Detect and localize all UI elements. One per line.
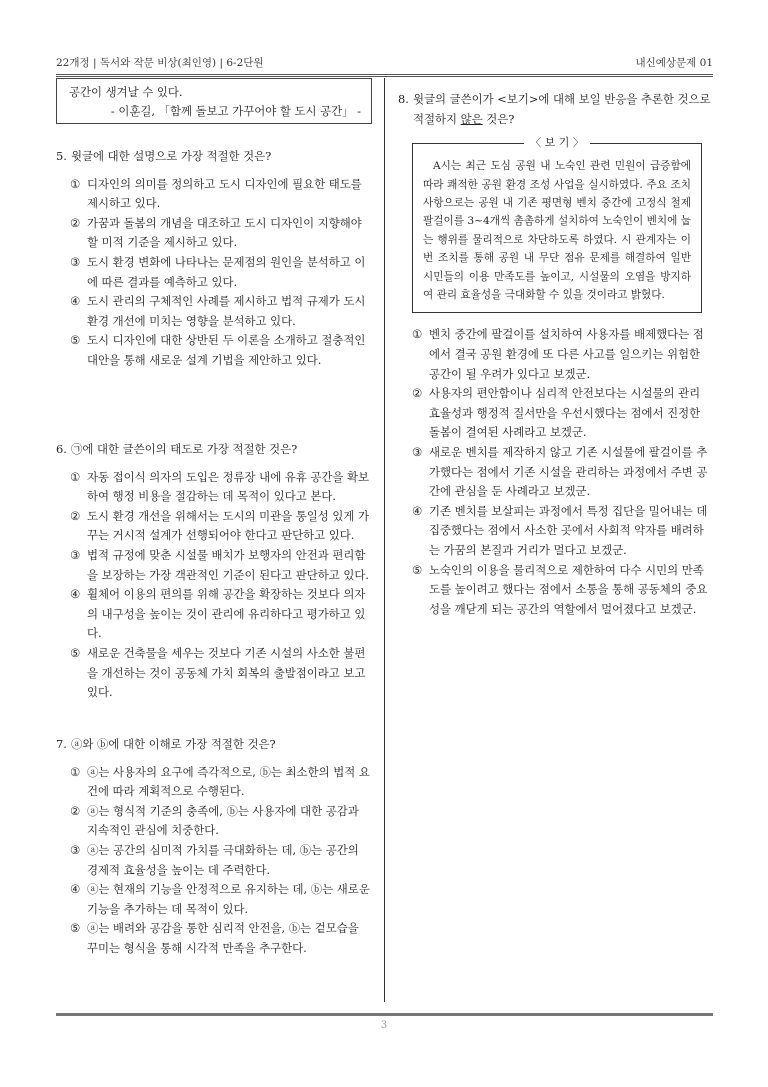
question-text-emphasis: 않은	[460, 111, 483, 126]
question-stem	[56, 440, 372, 460]
option-mark: ③	[70, 842, 81, 857]
option-mark: ①	[70, 176, 81, 191]
option-mark: ⑤	[70, 921, 81, 936]
passage-source: - 이훈길, 「함께 돌보고 가꾸어야 할 도시 공간」 -	[110, 104, 361, 118]
option-4[interactable]	[70, 292, 372, 331]
option-mark: ①	[412, 327, 423, 342]
question-stem	[56, 735, 372, 755]
bogi-title-text: 〈 보 기 〉	[524, 136, 590, 149]
option-4[interactable]	[70, 880, 372, 919]
option-3[interactable]	[70, 253, 372, 292]
question-stem	[56, 147, 372, 167]
question-8	[398, 90, 714, 619]
question-number: 5.	[56, 149, 67, 163]
option-mark: ②	[412, 386, 423, 401]
option-mark: ④	[70, 294, 81, 309]
option-1[interactable]	[412, 325, 714, 384]
passage-last-line: 공간이 생겨날 수 있다.	[69, 85, 183, 99]
option-2[interactable]	[70, 214, 372, 253]
page-header	[56, 52, 713, 72]
option-mark: ①	[70, 764, 81, 779]
option-mark: ④	[70, 882, 81, 897]
option-mark: ⑤	[70, 333, 81, 348]
question-number: 7.	[56, 737, 67, 751]
question-text-part: 것은?	[482, 111, 515, 126]
question-text: ㉠에 대한 글쓴이의 태도로 가장 적절한 것은?	[71, 442, 298, 456]
option-text: ⓐ는 공간의 심미적 가치를 극대화하는 데, ⓑ는 공간의 경제적 효율성을 높이는 데 주력한다.	[87, 842, 359, 877]
bogi-text: A시는 최근 도심 공원 내 노숙인 관련 민원이 급증함에 따라 쾌적한 공원 환경 조성 사업을 실시하였다. 주요 조치 사항으로는 공원 내 기존 평면형 벤치 중간에 고정식 철제 팔걸이를 3~4개씩 촘촘하게 설치하여 노숙인이 벤치에 눕는 행위를 물리적으로 차단하도록 하였다. 시 관계자는 이번 조치를 통해 공원 내 무단 점유 문제를 해결하여 일반 시민들의 이용 만족도를 높이고, 시설물의 오염을 방지하여 관리 효율성을 극대화할 수 있을 것이라고 밝혔다.	[423, 160, 691, 302]
option-text: ⓐ는 배려와 공감을 통한 심리적 안전을, ⓑ는 겉모습을 꾸미는 형식을 통해 시각적 만족을 추구한다.	[87, 921, 359, 955]
option-2[interactable]	[70, 507, 372, 546]
option-text: 도시 환경 변화에 나타나는 문제점의 원인을 분석하고 이에 따른 결과를 예측하고 있다.	[87, 254, 366, 289]
option-mark: ⑤	[412, 562, 423, 577]
option-text: 기존 벤치를 보살피는 과정에서 특정 집단을 밀어내는 데 집중했다는 점에서 사소한 곳에서 사회적 약자를 배려하는 가꿈의 본질과 거리가 멀다고 보겠군.	[429, 503, 708, 557]
header-rule	[56, 74, 713, 77]
option-text: 가꿈과 돌봄의 개념을 대조하고 도시 디자인이 지향해야 할 미적 기준을 제시하고 있다.	[87, 215, 362, 250]
question-text	[413, 90, 714, 129]
question-number: 8.	[398, 92, 409, 106]
question-text: 윗글에 대한 설명으로 가장 적절한 것은?	[71, 149, 272, 163]
question-7	[56, 735, 372, 959]
options-list	[56, 468, 372, 703]
option-5[interactable]	[412, 561, 714, 620]
question-text-part: 윗글의 글쓴이가 <보기>에 대해 보일 반응을 추론한 것으로 적절하지	[413, 92, 711, 126]
header-exam-title: 내신예상문제 01	[635, 56, 713, 69]
bogi-title	[413, 135, 701, 151]
option-mark: ①	[70, 469, 81, 484]
question-5	[56, 147, 372, 371]
option-mark: ③	[412, 445, 423, 459]
option-mark: ④	[70, 587, 81, 602]
option-mark: ③	[70, 547, 81, 562]
option-text: 도시 디자인에 대한 상반된 두 이론을 소개하고 절충적인 대안을 통해 새로운 설계 기법을 제안하고 있다.	[87, 333, 366, 367]
option-3[interactable]	[70, 546, 372, 585]
option-4[interactable]	[412, 502, 714, 561]
option-text: 자동 접이식 의자의 도입은 정류장 내에 유휴 공간을 확보하여 행정 비용을 절감하는 데 목적이 있다고 본다.	[87, 469, 370, 504]
column-divider	[384, 78, 385, 1002]
options-list	[398, 325, 714, 619]
option-mark: ④	[412, 503, 423, 518]
option-text: 법적 규정에 맞춘 시설물 배치가 보행자의 안전과 편리함을 보장하는 가장 객관적인 기준이 된다고 판단하고 있다.	[87, 547, 370, 582]
option-text: 벤치 중간에 팔걸이를 설치하여 사용자를 배제했다는 점에서 결국 공원 환경에 또 다른 사고를 일으키는 위험한 공간이 될 우려가 있다고 보겠군.	[429, 327, 704, 381]
passage-continuation-box	[56, 78, 372, 124]
question-6	[56, 440, 372, 703]
option-mark: ②	[70, 803, 81, 818]
option-mark: ②	[70, 508, 81, 523]
option-text: 도시 관리의 구체적인 사례를 제시하고 법적 규제가 도시 환경 개선에 미치는 영향을 분석하고 있다.	[87, 294, 366, 328]
header-course-info: 22개정 | 독서와 작문 비상(최인영) | 6-2단원	[56, 56, 264, 69]
option-text: 휠체어 이용의 편의를 위해 공간을 확장하는 것보다 의자의 내구성을 높이는 것이 관리에 유리하다고 평가하고 있다.	[87, 587, 366, 641]
option-text: ⓐ는 사용자의 요구에 즉각적으로, ⓑ는 최소한의 법적 요건에 따라 계획적으로 수행된다.	[87, 764, 370, 799]
question-stem	[398, 90, 714, 129]
option-5[interactable]	[70, 644, 372, 703]
option-5[interactable]	[70, 331, 372, 370]
option-5[interactable]	[70, 919, 372, 958]
option-3[interactable]	[70, 841, 372, 880]
options-list	[56, 763, 372, 959]
page-number: 3	[380, 1020, 388, 1031]
question-number: 6.	[56, 442, 67, 456]
bogi-box	[412, 136, 702, 313]
footer-rule	[56, 1013, 713, 1016]
option-text: 새로운 건축물을 세우는 것보다 기존 시설의 사소한 불편을 개선하는 것이 공동체 가치 회복의 출발점이라고 보고 있다.	[87, 645, 366, 700]
option-mark: ⑤	[70, 645, 81, 660]
option-text: 도시 환경 개선을 위해서는 도시의 미관을 통일성 있게 가꾸는 거시적 설계가 선행되어야 한다고 판단하고 있다.	[87, 508, 370, 543]
option-1[interactable]	[70, 468, 372, 507]
option-2[interactable]	[70, 802, 372, 841]
option-4[interactable]	[70, 585, 372, 644]
option-text: 노숙인의 이용을 물리적으로 제한하여 다수 시민의 만족도를 높이려고 했다는 점에서 소통을 통해 공동체의 중요성을 깨닫게 되는 공간의 역할에서 멀어졌다고 보겠군.	[429, 562, 708, 616]
question-text: ⓐ와 ⓑ에 대한 이해로 가장 적절한 것은?	[71, 737, 276, 751]
option-mark: ②	[70, 215, 81, 230]
option-text: 새로운 벤치를 제작하지 않고 기존 시설물에 팔걸이를 추가했다는 점에서 기존 시설을 관리하는 과정에서 주변 공간에 관심을 둔 사례라고 보겠군.	[429, 445, 708, 499]
option-3[interactable]	[412, 443, 714, 502]
option-text: ⓐ는 현재의 기능을 안정적으로 유지하는 데, ⓑ는 새로운 기능을 추가하는 데 목적이 있다.	[87, 882, 370, 916]
options-list	[56, 175, 372, 371]
option-1[interactable]	[70, 763, 372, 802]
option-mark: ③	[70, 254, 81, 269]
option-1[interactable]	[70, 175, 372, 214]
option-text: 사용자의 편안함이나 심리적 안전보다는 시설물의 관리 효율성과 행정적 질서만을 우선시했다는 점에서 진정한 돌봄이 결여된 사례라고 보겠군.	[429, 386, 701, 440]
option-2[interactable]	[412, 384, 714, 443]
option-text: ⓐ는 형식적 기준의 충족에, ⓑ는 사용자에 대한 공감과 지속적인 관심에 치중한다.	[87, 803, 359, 838]
option-text: 디자인의 의미를 정의하고 도시 디자인에 필요한 태도를 제시하고 있다.	[87, 176, 362, 211]
